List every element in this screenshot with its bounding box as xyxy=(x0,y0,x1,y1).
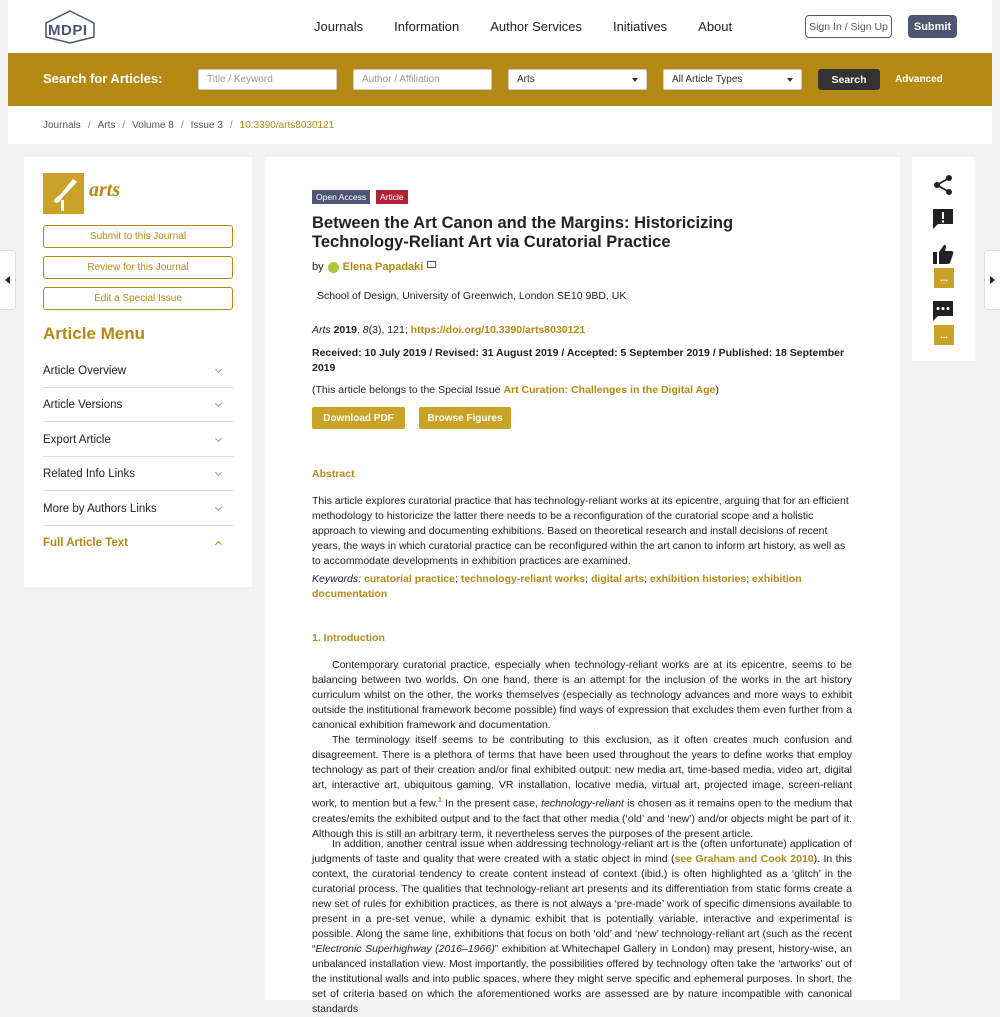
nav-information[interactable]: Information xyxy=(394,19,460,34)
abstract-text: This article explores curatorial practice that has technology-reliant works at its epicentre, arguing that for an efficient methodology to historicize the latter there needs to be a reconfiguration of the curatorial scope and a holistic approach to viewing and documenting exhibitions. Based on theoretical research and install decisions of recent years, the ways in which curatorial practice can be reconfigured within the art canon to inform art history, as well as to accommodate developments in exhibition practices are examined. xyxy=(312,495,849,567)
menu-item-full-article-text[interactable] xyxy=(43,526,233,560)
citation-volume: 8 xyxy=(362,324,369,336)
search-bar xyxy=(8,53,992,106)
previous-article-arrow[interactable] xyxy=(0,250,16,310)
search-button[interactable]: Search xyxy=(818,69,880,90)
article-type-value: All Article Types xyxy=(672,74,743,85)
breadcrumb-issue[interactable]: Issue 3 xyxy=(190,120,223,131)
breadcrumb-arts[interactable]: Arts xyxy=(97,120,116,131)
journal-logo-icon[interactable] xyxy=(43,173,84,214)
body-paragraph-2 xyxy=(312,733,852,842)
chevron-down-icon xyxy=(215,435,222,442)
menu-item-related-info[interactable] xyxy=(43,457,233,491)
menu-item-more-by-authors[interactable] xyxy=(43,492,233,526)
like-count-button[interactable]: ... xyxy=(934,268,954,288)
author-input[interactable]: Author / Affiliation xyxy=(353,69,492,90)
caret-down-icon xyxy=(632,78,638,82)
menu-item-label: More by Authors Links xyxy=(43,502,157,515)
article-menu-title: Article Menu xyxy=(43,324,146,343)
keyword-link[interactable]: curatorial practice xyxy=(363,573,455,585)
doi-link[interactable]: https://doi.org/10.3390/arts8030121 xyxy=(410,324,586,336)
p2-text-c: is chosen as it remains open to the medium that creates/emits the exhibited output and to the fact that other media (‘old’ and ‘new’) and/or objects might be part of it. Although this is still an arbitrary term, it nevertheless serves the purposes of the present article. xyxy=(312,797,853,840)
citation-issue-page: (3), 121; xyxy=(368,324,411,336)
search-title: Search for Articles: xyxy=(43,71,163,86)
chevron-up-icon xyxy=(215,541,222,548)
affiliation: School of Design, University of Greenwich, London SE10 9BD, UK xyxy=(317,290,627,302)
journal-select[interactable] xyxy=(508,69,647,90)
site-header xyxy=(8,0,992,53)
breadcrumb-doi[interactable]: 10.3390/arts8030121 xyxy=(239,120,335,131)
breadcrumb-separator: / xyxy=(87,120,91,131)
citation-sep: , xyxy=(356,324,363,336)
author-line xyxy=(312,261,436,273)
article-title: Between the Art Canon and the Margins: Historicizing Technology-Reliant Art via Curatorial Practice xyxy=(312,214,734,251)
menu-item-article-overview[interactable] xyxy=(43,354,233,388)
citation-journal: Arts xyxy=(312,324,331,336)
chevron-down-icon xyxy=(215,469,222,476)
arrow-right-icon xyxy=(990,276,995,284)
p2-text-b: In the present case, xyxy=(441,797,542,810)
reference-link[interactable]: see Graham and Cook 2010 xyxy=(674,853,814,865)
breadcrumb-separator: / xyxy=(180,120,184,131)
menu-item-article-versions[interactable] xyxy=(43,388,233,422)
by-label: by xyxy=(312,261,324,273)
breadcrumb-separator: / xyxy=(122,120,126,131)
menu-item-label: Related Info Links xyxy=(43,467,136,480)
special-issue-line xyxy=(312,384,719,396)
chevron-down-icon xyxy=(215,504,222,511)
download-pdf-button[interactable]: Download PDF xyxy=(312,407,405,429)
citation-line xyxy=(312,324,585,336)
citation-year: 2019 xyxy=(333,324,357,336)
chevron-down-icon xyxy=(215,400,222,407)
p3-text-b: ). In this context, the curatorial tendency to create content instead of context (ibid.) is often highlighted as a ‘glitch’ in the curatorial process. The qualities that technology-reliant art presents and its differentiation from static forms create a new set of rules for exhibition practices, as there is not always a ‘pre-made’ work of specific dimensions available to present in a pre-set venue, while a dynamic exhibit that is potentially variable, interactive and experimental is possible. Along the same line, exhibitions that focus on both ‘old’ and ‘new’ technology-reliant art (such as the recent “ xyxy=(312,853,852,955)
article-type-select[interactable] xyxy=(663,69,802,90)
thumbs-up-icon[interactable] xyxy=(932,243,954,265)
comment-icon[interactable] xyxy=(932,300,954,322)
nav-journals[interactable]: Journals xyxy=(314,19,364,34)
abstract-heading: Abstract xyxy=(312,468,355,480)
article-type-badge: Article xyxy=(376,190,408,204)
keywords-label: Keywords: xyxy=(312,573,362,585)
open-access-badge: Open Access xyxy=(312,190,370,204)
orcid-icon[interactable] xyxy=(328,262,339,273)
caret-down-icon xyxy=(787,78,793,82)
advanced-search-link[interactable]: Advanced xyxy=(895,74,943,85)
left-sidebar xyxy=(24,157,252,587)
nav-author-services[interactable]: Author Services xyxy=(490,19,582,34)
main-nav xyxy=(314,19,763,34)
keyword-input[interactable]: Title / Keyword xyxy=(198,69,337,90)
review-for-journal-button[interactable]: Review for this Journal xyxy=(43,256,233,279)
footnote-ref[interactable]: 1 xyxy=(438,797,442,804)
breadcrumb-journals[interactable]: Journals xyxy=(43,120,81,131)
keyword-link[interactable]: exhibition histories xyxy=(649,573,747,585)
p2-emphasis: technology-reliant xyxy=(541,797,624,810)
breadcrumb-bar xyxy=(8,106,992,144)
menu-item-label: Article Overview xyxy=(43,364,127,377)
article-main xyxy=(265,157,900,1015)
edit-special-issue-button[interactable]: Edit a Special Issue xyxy=(43,287,233,310)
browse-figures-button[interactable]: Browse Figures xyxy=(419,407,511,429)
keyword-link[interactable]: digital arts xyxy=(590,573,645,585)
keyword-link[interactable]: technology-reliant works xyxy=(460,573,586,585)
journal-name[interactable]: arts xyxy=(89,179,121,201)
comment-count-button[interactable]: ... xyxy=(934,325,954,345)
journal-select-value: Arts xyxy=(517,74,535,85)
body-paragraph-1: Contemporary curatorial practice, especially when technology-reliant works are at its epicentre, seems to be balancing between two worlds. On one hand, there is an attempt for the inclusion of the works in the art history curriculum whilst on the other, the works themselves (especially as technology advances and more ways to exhibit outside the institutional framework become possible) find ways of expression that excludes them even further from a canonical exhibition framework and documentation. xyxy=(312,659,852,731)
next-article-arrow[interactable] xyxy=(984,250,1000,310)
introduction-heading: 1. Introduction xyxy=(312,632,385,644)
report-icon[interactable] xyxy=(932,208,954,230)
p3-text-a: In addition, another central issue when addressing technology-reliant art is the (often unfortunate) application of judgments of taste and quality that were created with a static object in mind ( xyxy=(312,838,852,865)
email-icon[interactable] xyxy=(427,261,436,268)
right-toolbar xyxy=(912,157,975,361)
nav-about[interactable]: About xyxy=(698,19,733,34)
menu-item-label: Export Article xyxy=(43,433,111,446)
mdpi-logo[interactable] xyxy=(43,10,97,44)
publication-dates: Received: 10 July 2019 / Revised: 31 August 2019 / Accepted: 5 September 2019 / Published: 18 September 2019 xyxy=(312,347,845,374)
p2-text-a: The terminology itself seems to be contributing to this exclusion, as it often creates much confusion and disagreement. There is a plethora of terms that have been used throughout the years to define works that employ technology as part of their creation and/or final exhibited output: new media art, time-based media, video art, digital art, interactive art, ubiquitous gaming, VR installation, locative media, virtual art, projected image, screen-reliant work, to mention but a few. xyxy=(312,734,852,810)
breadcrumb xyxy=(43,120,334,131)
special-issue-link[interactable]: Art Curation: Challenges in the Digital Age xyxy=(503,384,716,396)
body-paragraph-3 xyxy=(312,837,852,1017)
signin-button[interactable]: Sign In / Sign Up xyxy=(805,15,892,38)
special-issue-prefix: (This article belongs to the Special Issue xyxy=(312,384,504,396)
breadcrumb-volume[interactable]: Volume 8 xyxy=(132,120,174,131)
menu-item-label: Article Versions xyxy=(43,398,123,411)
nav-initiatives[interactable]: Initiatives xyxy=(612,19,668,34)
share-icon[interactable] xyxy=(932,174,954,196)
author-link[interactable]: Elena Papadaki xyxy=(342,261,424,273)
p3-text-c: ” exhibition at Whitechapel Gallery in London) may present, history-wise, an unbalanced installation view. Most importantly, the possibilities offered by technology often take the ‘artworks’ out of the institutional walls and into public spaces, where they might serve specific and ephemeral purposes. In short, the set of criteria based on which the aforementioned works are assessed are by nature incompatible with canonical standards xyxy=(312,943,852,1015)
submit-to-journal-button[interactable]: Submit to this Journal xyxy=(43,225,233,248)
logo-text: MDPI xyxy=(48,22,88,39)
p3-emphasis: Electronic Superhighway (2016–1966) xyxy=(315,943,495,955)
keyword-link[interactable]: exhibition documentation xyxy=(312,573,802,600)
chevron-down-icon xyxy=(215,366,222,373)
submit-button[interactable]: Submit xyxy=(908,15,957,38)
arrow-left-icon xyxy=(5,276,10,284)
special-issue-suffix: ) xyxy=(715,384,719,396)
menu-item-export-article[interactable] xyxy=(43,423,233,457)
menu-item-label: Full Article Text xyxy=(43,537,128,549)
keywords-line: Keywords: curatorial practice; technology-reliant works; digital arts; exhibition histories; exhibition documentation xyxy=(312,573,802,600)
breadcrumb-separator: / xyxy=(229,120,233,131)
